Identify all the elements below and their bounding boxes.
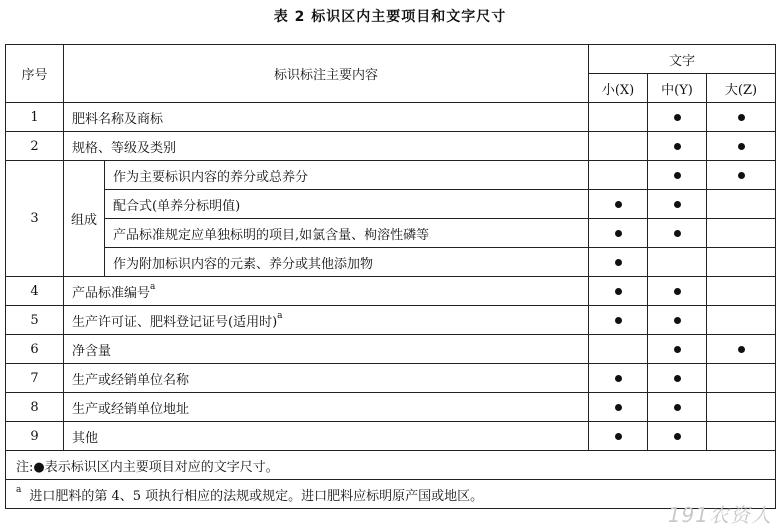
table-row [6, 422, 776, 451]
cell-large [707, 422, 776, 451]
bullet-dot-icon [615, 375, 622, 382]
row-label: 生产许可证、肥料登记证号(适用时) [72, 314, 278, 330]
bullet-dot-icon [615, 230, 622, 237]
watermark-logo: 191农资人 [667, 503, 772, 527]
footnote-cell [6, 480, 776, 509]
bullet-dot-icon [738, 172, 745, 179]
footnote-row [6, 480, 776, 509]
cell-medium [648, 277, 707, 306]
footnote-marker: a [16, 484, 22, 495]
cell-large [707, 277, 776, 306]
cell-large [707, 335, 776, 364]
cell-large [707, 364, 776, 393]
header-text-size: 文字 [589, 45, 776, 74]
bullet-dot-icon [615, 317, 622, 324]
table-row [6, 335, 776, 364]
bullet-dot-icon [615, 259, 622, 266]
cell-small [589, 277, 648, 306]
bullet-dot-icon [674, 404, 681, 411]
cell-medium [648, 364, 707, 393]
cell-large [707, 393, 776, 422]
note-row [6, 451, 776, 480]
row-number: 1 [6, 103, 64, 132]
cell-large [707, 132, 776, 161]
cell-large [707, 190, 776, 219]
cell-small [589, 393, 648, 422]
cell-large [707, 103, 776, 132]
cell-medium [648, 306, 707, 335]
row-number: 3 [6, 161, 64, 277]
cell-medium [648, 103, 707, 132]
table-row [6, 306, 776, 335]
cell-medium [648, 335, 707, 364]
bullet-dot-icon [674, 172, 681, 179]
header-no: 序号 [6, 45, 64, 103]
footnote-marker: a [150, 281, 156, 292]
cell-medium [648, 422, 707, 451]
cell-medium [648, 132, 707, 161]
row-label: 生产或经销单位地址 [72, 401, 190, 417]
footnote-text: 进口肥料的第 4、5 项执行相应的法规或规定。进口肥料应标明原产国或地区。 [29, 488, 484, 504]
cell-small [589, 190, 648, 219]
row-number: 4 [6, 277, 64, 306]
cell-medium [648, 219, 707, 248]
table-row [6, 161, 776, 190]
bullet-dot-icon [615, 404, 622, 411]
table-row [6, 248, 776, 277]
table-row [6, 277, 776, 306]
cell-small [589, 335, 648, 364]
row-label-cell [64, 306, 589, 335]
row-label-cell [64, 335, 589, 364]
table-row [6, 190, 776, 219]
group-label: 组成 [64, 161, 105, 277]
bullet-dot-icon [615, 288, 622, 295]
row-label: 配合式(单养分标明值) [105, 190, 589, 219]
header-small: 小(X) [589, 74, 648, 103]
bullet-dot-icon [674, 346, 681, 353]
table-row [6, 132, 776, 161]
cell-small [589, 364, 648, 393]
cell-medium [648, 248, 707, 277]
cell-small [589, 132, 648, 161]
row-label: 生产或经销单位名称 [72, 372, 190, 388]
row-label: 产品标准规定应单独标明的项目,如氯含量、枸溶性磷等 [105, 219, 589, 248]
cell-large [707, 306, 776, 335]
bullet-dot-icon [674, 288, 681, 295]
bullet-dot-icon [738, 346, 745, 353]
bullet-dot-icon [674, 230, 681, 237]
table-row [6, 364, 776, 393]
row-label: 作为主要标识内容的养分或总养分 [105, 161, 589, 190]
header-large: 大(Z) [707, 74, 776, 103]
bullet-dot-icon [674, 143, 681, 150]
header-content: 标识标注主要内容 [64, 45, 589, 103]
cell-medium [648, 161, 707, 190]
cell-small [589, 422, 648, 451]
table-row [6, 393, 776, 422]
bullet-dot-icon [615, 433, 622, 440]
table-row [6, 103, 776, 132]
table-title: 表 2 标识区内主要项目和文字尺寸 [273, 9, 507, 25]
bullet-dot-icon [674, 201, 681, 208]
cell-large [707, 161, 776, 190]
bullet-dot-icon [738, 114, 745, 121]
bullet-dot-icon [738, 143, 745, 150]
row-label-cell [64, 277, 589, 306]
bullet-dot-icon [674, 433, 681, 440]
bullet-dot-icon [615, 201, 622, 208]
row-label: 产品标准编号 [72, 285, 151, 301]
cell-medium [648, 393, 707, 422]
cell-large [707, 248, 776, 277]
footnote-marker: a [277, 310, 283, 321]
cell-small [589, 103, 648, 132]
header-medium: 中(Y) [648, 74, 707, 103]
row-label-cell [64, 132, 589, 161]
cell-small [589, 219, 648, 248]
row-number: 8 [6, 393, 64, 422]
cell-small [589, 161, 648, 190]
row-label-cell [64, 393, 589, 422]
row-label: 其他 [72, 430, 99, 446]
row-number: 7 [6, 364, 64, 393]
cell-large [707, 219, 776, 248]
cell-small [589, 248, 648, 277]
row-number: 9 [6, 422, 64, 451]
note-text: 注:●表示标识区内主要项目对应的文字尺寸。 [6, 451, 776, 480]
label-size-table [5, 44, 776, 509]
row-label: 规格、等级及类别 [72, 140, 177, 156]
row-label-cell [64, 364, 589, 393]
row-number: 5 [6, 306, 64, 335]
row-label: 肥料名称及商标 [72, 111, 164, 127]
row-number: 2 [6, 132, 64, 161]
row-label: 净含量 [72, 343, 112, 359]
bullet-dot-icon [674, 317, 681, 324]
row-label-cell [64, 422, 589, 451]
row-label: 作为附加标识内容的元素、养分或其他添加物 [105, 248, 589, 277]
cell-medium [648, 190, 707, 219]
bullet-dot-icon [674, 114, 681, 121]
table-row [6, 219, 776, 248]
cell-small [589, 306, 648, 335]
bullet-dot-icon [674, 375, 681, 382]
row-number: 6 [6, 335, 64, 364]
row-label-cell [64, 103, 589, 132]
